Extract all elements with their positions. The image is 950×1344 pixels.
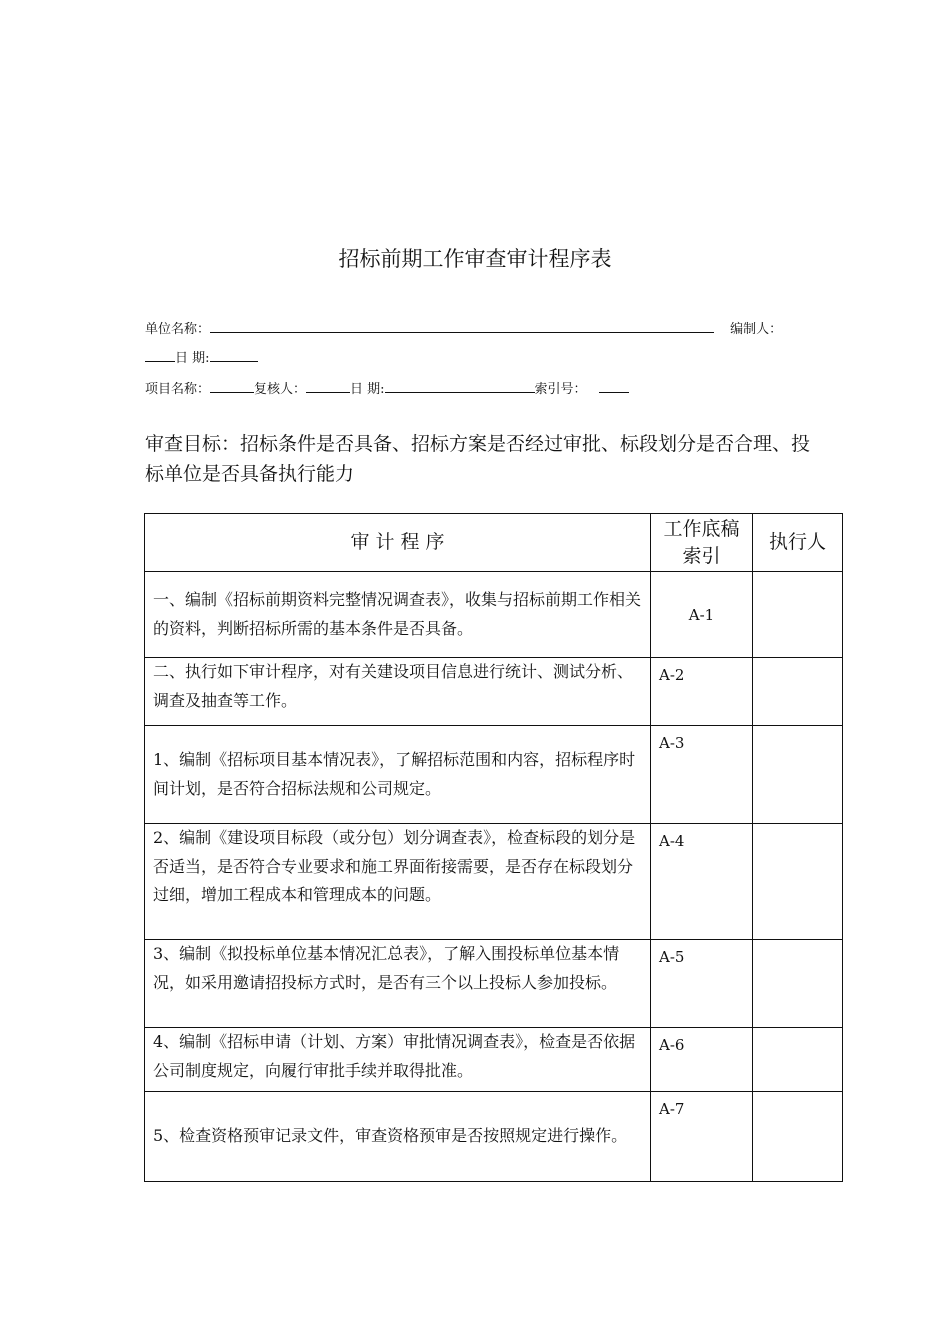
table-row xyxy=(145,572,843,658)
ref-cell: A-7 xyxy=(651,1092,753,1182)
procedure-text: 4、编制《招标申请（计划、方案）审批情况调查表》，检查是否依据公司制度规定，向履行审批手续并取得批准。 xyxy=(145,1028,651,1092)
procedure-text: 一、编制《招标前期资料完整情况调查表》，收集与招标前期工作相关的资料，判断招标所需的基本条件是否具备。 xyxy=(145,572,651,658)
procedure-text: 3、编制《拟投标单位基本情况汇总表》，了解入围投标单位基本情况，如采用邀请招投标方式时，是否有三个以上投标人参加投标。 xyxy=(145,940,651,1028)
meta-line-2 xyxy=(145,347,258,366)
procedure-text: 2、编制《建设项目标段（或分包）划分调查表》，检查标段的划分是否适当，是否符合专业要求和施工界面衔接需要，是否存在标段划分过细，增加工程成本和管理成本的问题。 xyxy=(145,824,651,940)
reviewer-field[interactable] xyxy=(306,378,350,393)
procedure-text: 5、检查资格预审记录文件，审查资格预审是否按照规定进行操作。 xyxy=(145,1092,651,1182)
ref-cell: A-3 xyxy=(651,726,753,824)
editor-label: 编制人： xyxy=(730,322,783,337)
meta-line-3 xyxy=(145,378,629,397)
editor-field[interactable] xyxy=(145,347,175,362)
executor-cell[interactable] xyxy=(753,1092,843,1182)
ref-cell: A-6 xyxy=(651,1028,753,1092)
date2-field[interactable] xyxy=(385,378,535,393)
table-row xyxy=(145,940,843,1028)
date2-label: 日 期: xyxy=(350,382,385,397)
unit-name-field[interactable] xyxy=(210,318,714,333)
table-row xyxy=(145,1028,843,1092)
index-no-label: 索引号： xyxy=(534,382,587,397)
table-header-row xyxy=(145,514,843,572)
executor-cell[interactable] xyxy=(753,824,843,940)
audit-objective: 审查目标：招标条件是否具备、招标方案是否经过审批、标段划分是否合理、投标单位是否具备执行能力 xyxy=(145,433,811,485)
reviewer-label: 复核人： xyxy=(254,382,307,397)
unit-name-label: 单位名称： xyxy=(145,322,211,337)
date-field[interactable] xyxy=(210,347,258,362)
ref-cell: A-5 xyxy=(651,940,753,1028)
index-no-field[interactable] xyxy=(599,378,629,393)
project-name-field[interactable] xyxy=(210,378,254,393)
header-procedure: 审 计 程 序 xyxy=(145,514,651,572)
ref-cell: A-1 xyxy=(651,572,753,658)
audit-procedure-table xyxy=(144,513,843,1182)
executor-cell[interactable] xyxy=(753,1028,843,1092)
project-name-label: 项目名称： xyxy=(145,382,211,397)
table-row xyxy=(145,658,843,726)
procedure-text: 1、编制《招标项目基本情况表》，了解招标范围和内容，招标程序时间计划，是否符合招标法规和公司规定。 xyxy=(145,726,651,824)
meta-line-1 xyxy=(145,318,782,337)
executor-cell[interactable] xyxy=(753,658,843,726)
table-row xyxy=(145,1092,843,1182)
executor-cell[interactable] xyxy=(753,572,843,658)
document-title: 招标前期工作审查审计程序表 xyxy=(338,247,612,271)
procedure-text: 二、执行如下审计程序，对有关建设项目信息进行统计、测试分析、调查及抽查等工作。 xyxy=(145,658,651,726)
ref-cell: A-2 xyxy=(651,658,753,726)
executor-cell[interactable] xyxy=(753,940,843,1028)
table-row xyxy=(145,824,843,940)
header-executor: 执行人 xyxy=(753,514,843,572)
executor-cell[interactable] xyxy=(753,726,843,824)
date-label: 日 期: xyxy=(175,351,210,366)
header-ref: 工作底稿索引 xyxy=(651,514,753,572)
ref-cell: A-4 xyxy=(651,824,753,940)
table-row xyxy=(145,726,843,824)
